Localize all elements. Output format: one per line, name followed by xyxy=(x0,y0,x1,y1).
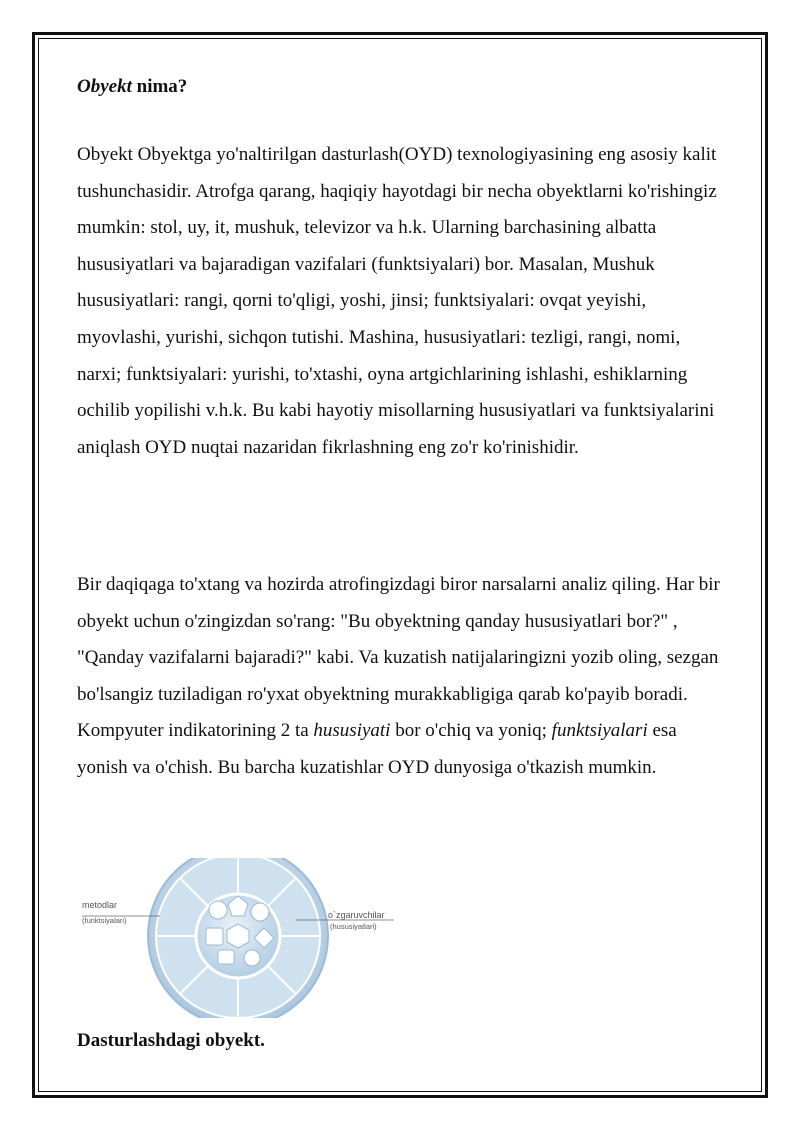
core-shape-circle-2 xyxy=(251,903,269,921)
variables-label-title: o`zgaruvchilar xyxy=(328,910,385,920)
methods-label-title: metodlar xyxy=(82,900,118,910)
core-shape-circle xyxy=(209,901,227,919)
paragraph2-italic-hususiyati: hususiyati xyxy=(313,720,391,742)
heading-italic: Obyekt xyxy=(77,76,132,97)
paragraph2-italic-funktsiyalari: funktsiyalari xyxy=(551,720,648,742)
paragraph2-part2: bor o'chiq va yoniq; xyxy=(390,720,552,742)
core-shape-circle-3 xyxy=(244,950,260,966)
paragraph-object-definition: Obyekt Obyektga yo'naltirilgan dasturlash(OYD) texnologiyasining eng asosiy kalit tushunchasidir. Atrofga qarang, haqiqiy hayotdagi bir necha obyektlarni ko'rishingiz mumkin: stol, uy, it, mushuk, televizor va h.k. Ularning barchasining albatta hususiyatlari va bajaradigan vazifalari (funktsiyalari) bor. Masalan, Mushuk hususiyatlari: rangi, qorni to'qligi, yoshi, jinsi; funktsiyalari: ovqat yeyishi, myovlashi, yurishi, sichqon tutishi. Mashina, hususiyatlari: tezligi, rangi, nomi, narxi; funktsiyalari: yurishi, to'xtashi, oyna artgichlarining ishlashi, eshiklarning ochilib yopilishi v.h.k. Bu kabi hayotiy misollarning hususiyatlari va funktsiyalarini aniqlash OYD nuqtai nazaridan fikrlashning eng zo'r ko'rinishidir. xyxy=(77,144,717,458)
methods-label-subtitle: (funktsiyalari) xyxy=(82,916,127,925)
variables-label-subtitle: (hususiyatlari) xyxy=(330,922,377,931)
core-shape-square xyxy=(206,928,223,945)
section-heading xyxy=(77,76,187,98)
paragraph2-part1: Bir daqiqaga to'xtang va hozirda atrofingizdagi biror narsalarni analiz qiling. Har bir obyekt uchun o'zingizdan so'rang: "Bu obyektning qanday hususiyatlari bor?" , "Qanday vazifalarni bajaradi?" kabi. Va kuzatish natijalaringizni yozib oling, sezgan bo'lsangiz tuziladigan ro'yxat obyektning murakkabligiga qarab ko'payib boradi. Kompyuter indikatorining 2 ta xyxy=(77,574,720,742)
figure-caption: Dasturlashdagi obyekt. xyxy=(77,1030,265,1051)
paragraph-analysis xyxy=(77,567,727,787)
paragraph2-part3: esa yonish va o'chish. Bu barcha kuzatishlar OYD dunyosiga o'tkazish mumkin. xyxy=(77,720,677,778)
core-shape-rect xyxy=(218,950,234,964)
object-diagram xyxy=(78,858,398,1018)
heading-rest: nima? xyxy=(131,76,188,97)
